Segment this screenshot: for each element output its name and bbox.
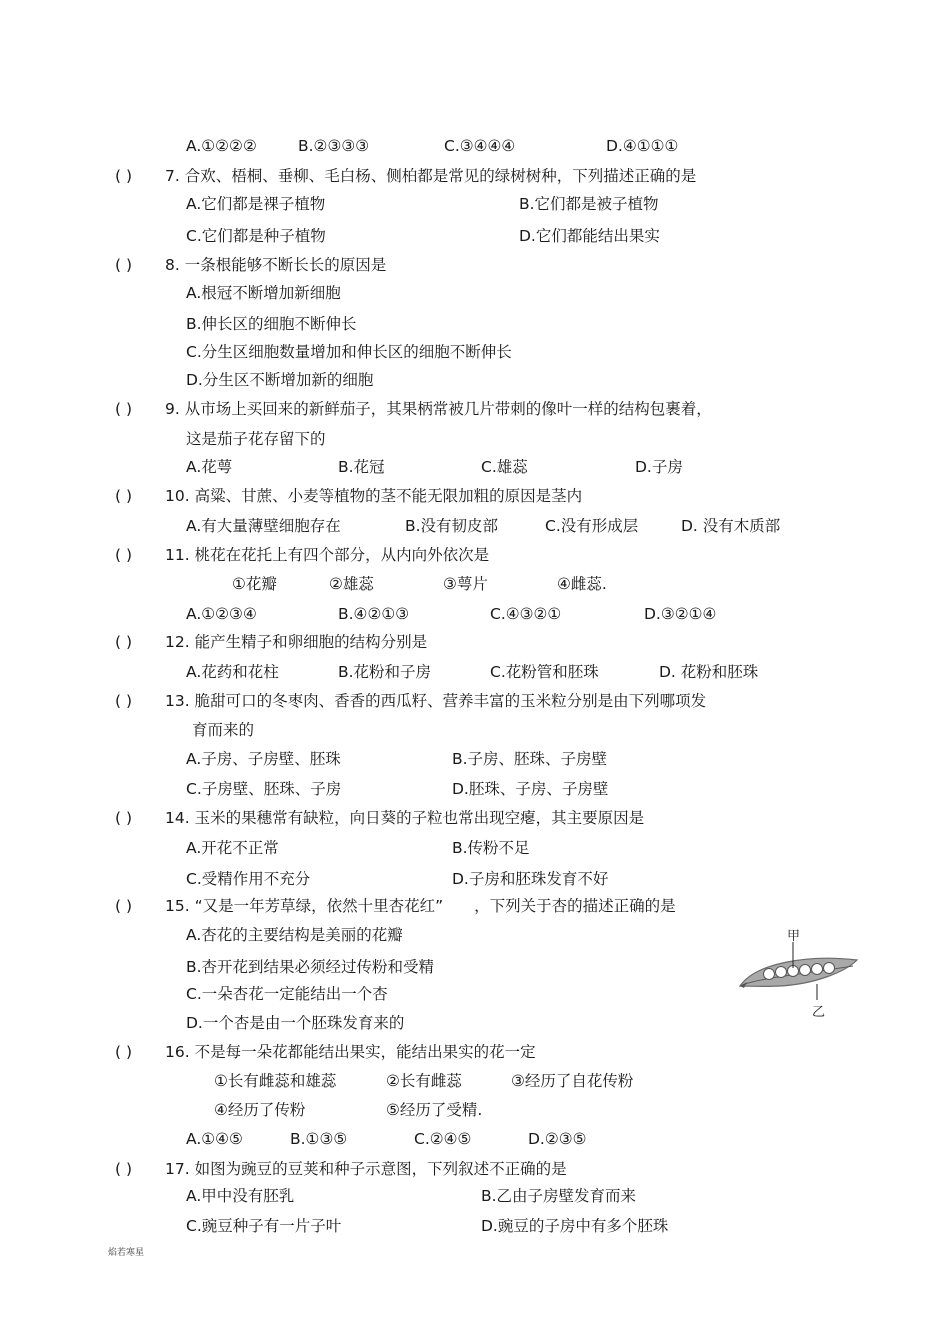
q6-option-b: B.②③③③ bbox=[298, 137, 370, 155]
answer-paren: ( ) bbox=[115, 487, 133, 505]
q16-item-2: ②长有雌蕊 bbox=[386, 1072, 462, 1090]
q8-option-d: D.分生区不断增加新的细胞 bbox=[186, 371, 374, 389]
q13-option-d: D.胚珠、子房、子房壁 bbox=[452, 780, 609, 798]
q9-option-d: D.子房 bbox=[635, 458, 683, 476]
q11-stem: 11. 桃花在花托上有四个部分，从内向外依次是 bbox=[165, 546, 490, 564]
q10-option-d: D. 没有木质部 bbox=[681, 517, 781, 535]
q9-option-a: A.花萼 bbox=[186, 458, 233, 476]
answer-paren: ( ) bbox=[115, 692, 133, 710]
q7-stem: 7. 合欢、梧桐、垂柳、毛白杨、侧柏都是常见的绿树树种，下列描述正确的是 bbox=[165, 167, 697, 185]
q13-option-b: B.子房、胚珠、子房壁 bbox=[452, 750, 608, 768]
q14-option-c: C.受精作用不充分 bbox=[186, 870, 311, 888]
q8-option-c: C.分生区细胞数量增加和伸长区的细胞不断伸长 bbox=[186, 343, 512, 361]
pea-pod-icon bbox=[740, 958, 857, 988]
q12-option-c: C.花粉管和胚珠 bbox=[490, 663, 599, 681]
q16-option-c: C.②④⑤ bbox=[414, 1130, 472, 1148]
q10-option-a: A.有大量薄壁细胞存在 bbox=[186, 517, 341, 535]
q13-stem-continued: 育而来的 bbox=[192, 721, 255, 739]
q10-option-c: C.没有形成层 bbox=[545, 517, 639, 535]
answer-paren: ( ) bbox=[115, 1160, 133, 1178]
q17-option-b: B.乙由子房壁发育而来 bbox=[481, 1187, 637, 1205]
q15-option-d: D.一个杏是由一个胚珠发育来的 bbox=[186, 1014, 405, 1032]
q7-option-d: D.它们都能结出果实 bbox=[519, 227, 660, 245]
q10-stem: 10. 高粱、甘蔗、小麦等植物的茎不能无限加粗的原因是茎内 bbox=[165, 487, 583, 505]
q12-option-b: B.花粉和子房 bbox=[338, 663, 432, 681]
q8-stem: 8. 一条根能够不断长长的原因是 bbox=[165, 256, 387, 274]
answer-paren: ( ) bbox=[115, 809, 133, 827]
q11-item-3: ③萼片 bbox=[443, 575, 488, 593]
q16-stem: 16. 不是每一朵花都能结出果实，能结出果实的花一定 bbox=[165, 1043, 536, 1061]
q11-option-d: D.③②①④ bbox=[644, 605, 717, 623]
q16-item-3: ③经历了自花传粉 bbox=[511, 1072, 634, 1090]
q8-option-a: A.根冠不断增加新细胞 bbox=[186, 284, 341, 302]
q12-stem: 12. 能产生精子和卵细胞的结构分别是 bbox=[165, 633, 428, 651]
answer-paren: ( ) bbox=[115, 167, 133, 185]
q7-option-a: A.它们都是裸子植物 bbox=[186, 195, 326, 213]
label-yi: 乙 bbox=[812, 1005, 826, 1020]
q17-option-a: A.甲中没有胚乳 bbox=[186, 1187, 295, 1205]
q16-item-5: ⑤经历了受精. bbox=[386, 1101, 483, 1119]
pea-pod-figure bbox=[735, 928, 865, 1023]
q11-option-c: C.④③②① bbox=[490, 605, 562, 623]
q17-option-c: C.豌豆种子有一片子叶 bbox=[186, 1217, 342, 1235]
q9-stem-continued: 这是茄子花存留下的 bbox=[186, 430, 326, 448]
q12-option-d: D. 花粉和胚珠 bbox=[659, 663, 759, 681]
q11-option-a: A.①②③④ bbox=[186, 605, 257, 623]
q16-item-4: ④经历了传粉 bbox=[214, 1101, 306, 1119]
q9-option-b: B.花冠 bbox=[338, 458, 385, 476]
answer-paren: ( ) bbox=[115, 1043, 133, 1061]
q6-option-a: A.①②②② bbox=[186, 137, 257, 155]
answer-paren: ( ) bbox=[115, 256, 133, 274]
q11-item-4: ④雌蕊. bbox=[557, 575, 607, 593]
q14-option-a: A.开花不正常 bbox=[186, 839, 279, 857]
q6-option-d: D.④①①① bbox=[606, 137, 679, 155]
q16-option-b: B.①③⑤ bbox=[290, 1130, 348, 1148]
q9-option-c: C.雄蕊 bbox=[481, 458, 528, 476]
answer-paren: ( ) bbox=[115, 897, 133, 915]
answer-paren: ( ) bbox=[115, 633, 133, 651]
q13-option-c: C.子房壁、胚珠、子房 bbox=[186, 780, 342, 798]
answer-paren: ( ) bbox=[115, 400, 133, 418]
q9-stem: 9. 从市场上买回来的新鲜茄子，其果柄常被几片带刺的像叶一样的结构包裹着， bbox=[165, 400, 712, 418]
q17-option-d: D.豌豆的子房中有多个胚珠 bbox=[481, 1217, 669, 1235]
q15-stem: 15. “又是一年芳草绿，依然十里杏花红” ，下列关于杏的描述正确的是 bbox=[165, 897, 676, 915]
q6-option-c: C.③④④④ bbox=[444, 137, 516, 155]
q8-option-b: B.伸长区的细胞不断伸长 bbox=[186, 315, 357, 333]
q10-option-b: B.没有韧皮部 bbox=[405, 517, 499, 535]
q16-item-1: ①长有雌蕊和雄蕊 bbox=[214, 1072, 337, 1090]
q11-option-b: B.④②①③ bbox=[338, 605, 410, 623]
q14-option-b: B.传粉不足 bbox=[452, 839, 530, 857]
q7-option-c: C.它们都是种子植物 bbox=[186, 227, 326, 245]
q7-option-b: B.它们都是被子植物 bbox=[519, 195, 659, 213]
q15-option-c: C.一朵杏花一定能结出一个杏 bbox=[186, 985, 388, 1003]
q15-option-a: A.杏花的主要结构是美丽的花瓣 bbox=[186, 926, 403, 944]
q14-option-d: D.子房和胚珠发育不好 bbox=[452, 870, 609, 888]
q15-option-b: B.杏开花到结果必须经过传粉和受精 bbox=[186, 958, 435, 976]
q16-option-a: A.①④⑤ bbox=[186, 1130, 243, 1148]
q11-item-1: ①花瓣 bbox=[232, 575, 277, 593]
q17-stem: 17. 如图为豌豆的豆荚和种子示意图，下列叙述不正确的是 bbox=[165, 1160, 567, 1178]
page-footer: 焰若寒星 bbox=[108, 1248, 145, 1258]
q16-option-d: D.②③⑤ bbox=[528, 1130, 587, 1148]
q14-stem: 14. 玉米的果穗常有缺粒，向日葵的子粒也常出现空瘪，其主要原因是 bbox=[165, 809, 645, 827]
q13-option-a: A.子房、子房壁、胚珠 bbox=[186, 750, 341, 768]
answer-paren: ( ) bbox=[115, 546, 133, 564]
q11-item-2: ②雄蕊 bbox=[329, 575, 374, 593]
q12-option-a: A.花药和花柱 bbox=[186, 663, 279, 681]
q13-stem: 13. 脆甜可口的冬枣肉、香香的西瓜籽、营养丰富的玉米粒分别是由下列哪项发 bbox=[165, 692, 707, 710]
label-jia: 甲 bbox=[787, 929, 801, 944]
